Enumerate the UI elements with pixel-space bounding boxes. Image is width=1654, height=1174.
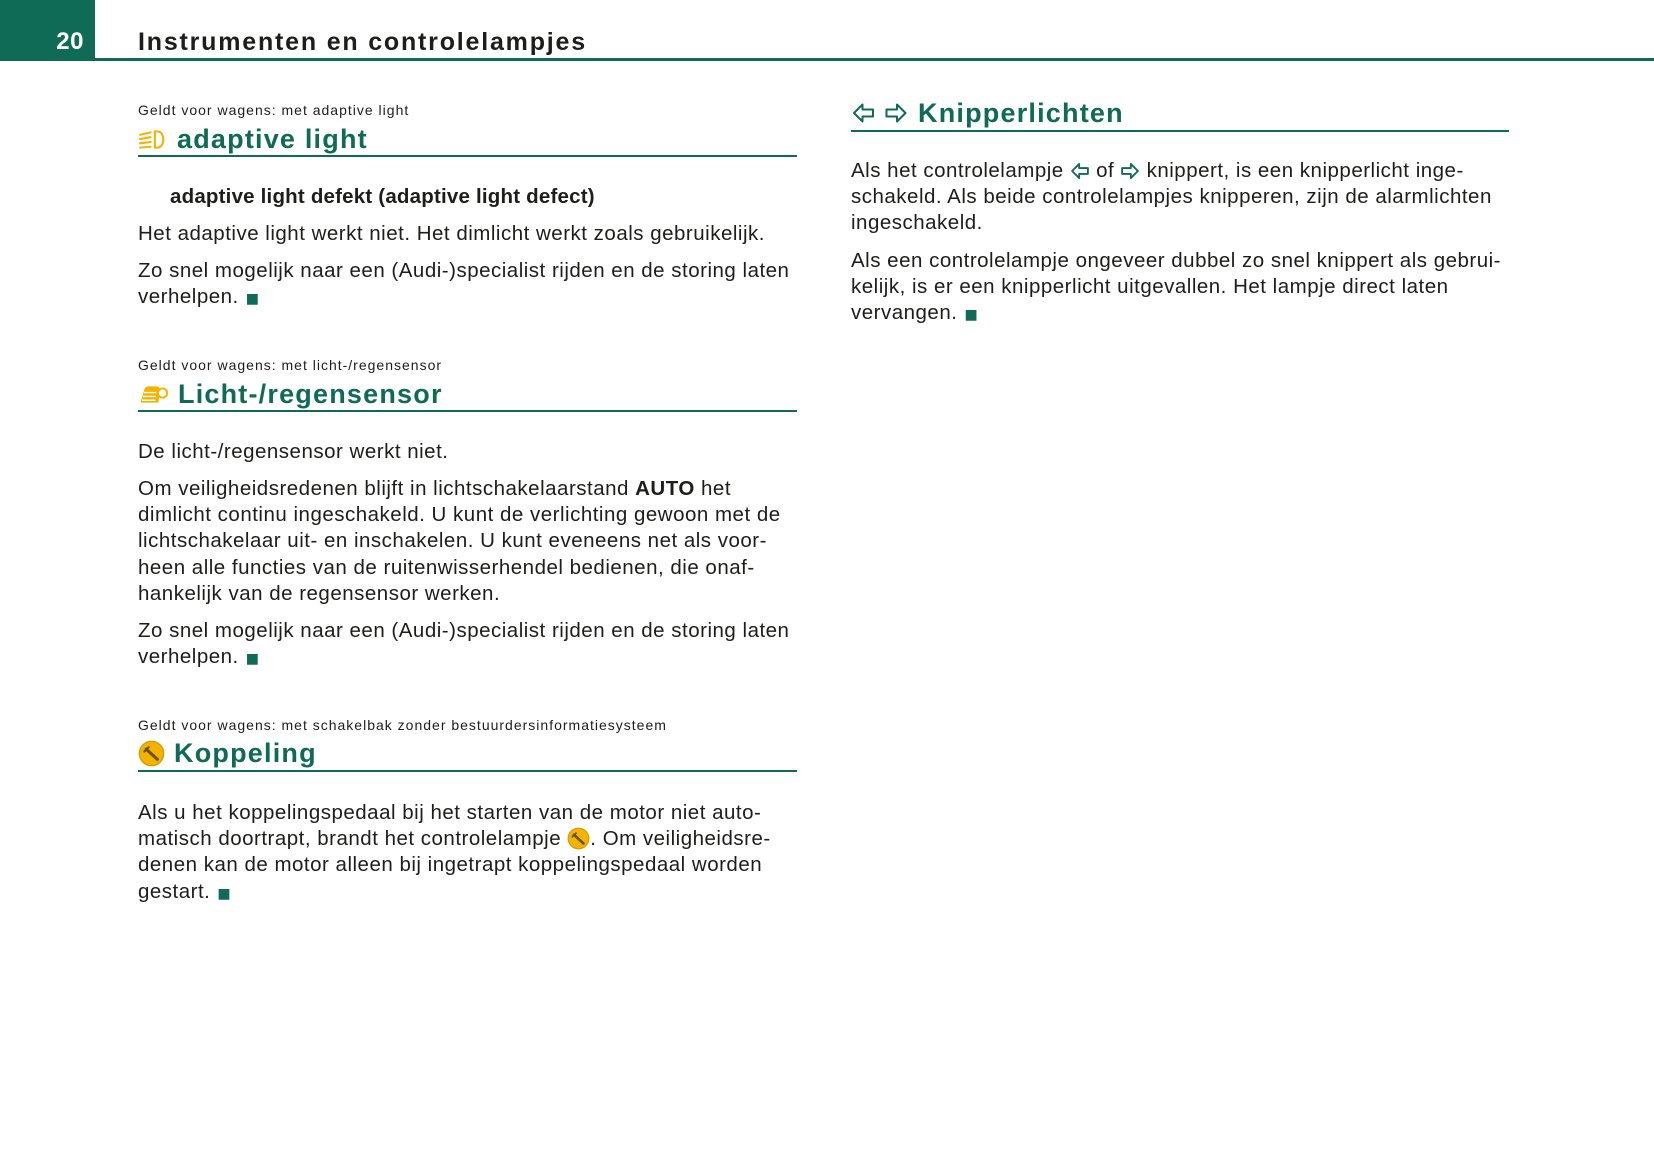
text-line: lichtschakelaar uit- en inschakelen. U kunt eveneens net als voor- (138, 529, 767, 553)
end-of-section-marker: ■ (245, 291, 259, 308)
section-heading-light-rain-sensor (138, 378, 443, 410)
applies-to-note-clutch: Geldt voor wagens: met schakelbak zonder bestuurdersinformatiesysteem (138, 717, 667, 733)
text-line: dimlicht continu ingeschakeld. U kunt de verlichting gewoon met de (138, 503, 781, 527)
text-line: Zo snel mogelijk naar een (Audi-)specialist rijden en de storing laten (138, 619, 790, 642)
text-line (138, 284, 789, 310)
paragraph (138, 258, 789, 310)
heading-text: Knipperlichten (918, 98, 1124, 128)
text-segment: vervangen. (851, 301, 958, 325)
text-line: kelijk, is er een knipperlicht uitgevallen. Het lampje direct laten (851, 275, 1449, 299)
text-line: schakeld. Als beide controlelampjes knipperen, zijn de alarmlichten (851, 185, 1492, 209)
heading-underline (138, 770, 797, 772)
paragraph (138, 800, 771, 905)
paragraph (138, 476, 781, 607)
text-line: Als een controlelampje ongeveer dubbel zo snel knippert als gebrui- (851, 249, 1502, 272)
turn-signal-left-icon (1070, 161, 1090, 181)
paragraph (138, 221, 765, 247)
heading-underline (138, 155, 797, 157)
text-line: denen kan de motor alleen bij ingetrapt koppelingspedaal worden (138, 853, 763, 877)
text-line (138, 476, 781, 502)
heading-underline (851, 130, 1509, 132)
text-segment: knippert, is een knipperlicht inge- (1140, 159, 1464, 182)
end-of-section-marker: ■ (217, 885, 231, 902)
heading-text: adaptive light (177, 124, 368, 154)
text-segment: . Om veiligheidsre- (590, 827, 771, 851)
paragraph (851, 158, 1492, 237)
text-line (138, 826, 771, 852)
turn-signal-right-icon (884, 97, 908, 129)
heading-text: Licht-/regensensor (178, 379, 443, 409)
adaptive-light-icon (138, 123, 167, 155)
section-heading-clutch (138, 737, 317, 769)
text-line: Het adaptive light werkt niet. Het dimlicht werkt zoals gebruikelijk. (138, 222, 765, 245)
end-of-section-marker: ■ (964, 307, 978, 324)
clutch-warning-icon (567, 827, 590, 850)
text-segment: gestart. (138, 879, 211, 903)
applies-to-note-adaptive-light: Geldt voor wagens: met adaptive light (138, 102, 410, 118)
text-line (138, 644, 789, 670)
text-segment: matisch doortrapt, brandt het controlelampje (138, 827, 568, 851)
page-number-box (0, 0, 95, 61)
section-heading-adaptive-light (138, 123, 368, 155)
text-line (851, 300, 1501, 326)
right-column (851, 0, 1509, 1174)
text-segment: Om veiligheidsredenen blijft in lichtschakelaarstand (138, 477, 636, 500)
text-line: hankelijk van de regensensor werken. (138, 581, 501, 605)
end-of-section-marker: ■ (245, 651, 259, 668)
page-number: 20 (56, 28, 84, 55)
paragraph (138, 439, 448, 465)
applies-to-note-light-rain-sensor: Geldt voor wagens: met licht-/regensensor (138, 357, 443, 373)
text-line (851, 158, 1492, 184)
turn-signal-right-icon (1120, 161, 1140, 181)
turn-signal-left-icon (851, 97, 876, 129)
page-title: Instrumenten en controlelampjes (138, 28, 587, 56)
text-segment: of (1089, 159, 1121, 182)
text-line (138, 879, 771, 905)
switch-position-auto: AUTO (635, 477, 695, 500)
heading-underline (138, 410, 797, 412)
left-column (138, 0, 797, 1174)
clutch-warning-icon (138, 737, 165, 769)
text-line: Als u het koppelingspedaal bij het starten van de motor niet auto- (138, 801, 762, 824)
light-rain-sensor-icon (138, 378, 169, 410)
text-line: Zo snel mogelijk naar een (Audi-)specialist rijden en de storing laten (138, 259, 790, 282)
text-line: De licht-/regensensor werkt niet. (138, 440, 449, 463)
fault-message-title: adaptive light defekt (adaptive light defect) (170, 185, 595, 208)
text-segment: verhelpen. (138, 645, 239, 669)
text-segment: het (694, 477, 732, 500)
section-heading-turn-signals (851, 97, 1124, 129)
paragraph (138, 618, 789, 670)
text-segment: Als het controlelampje (851, 159, 1070, 182)
text-line: heen alle functies van de ruitenwisserhendel bedienen, die onaf- (138, 555, 755, 579)
text-line: ingeschakeld. (851, 211, 983, 235)
heading-text: Koppeling (174, 738, 317, 768)
text-segment: verhelpen. (138, 285, 239, 309)
paragraph (851, 248, 1501, 327)
